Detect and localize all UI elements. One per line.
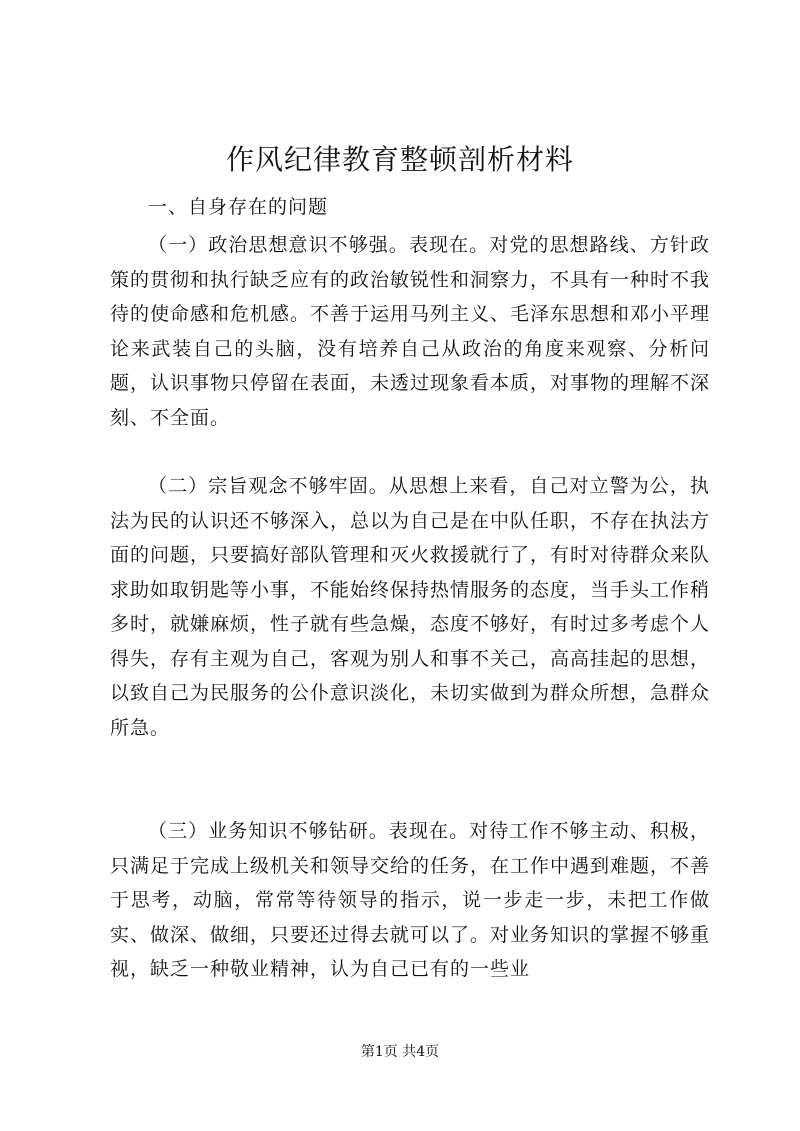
section-heading: 一、自身存在的问题 [148,196,329,218]
paragraph-service-concept: （二）宗旨观念不够牢固。从思想上来看，自己对立警为公，执法为民的认识还不够深入，总以为自己是在中队任职，不存在执法方面的问题，只要搞好部队管理和灭火救援就行了，有时对待群众来队求助如取钥匙等小事，不能始终保持热情服务的态度，当手头工作稍多时，就嫌麻烦，性子就有些急燥，态度不够好，有时过多考虑个人得失，存有主观为自己，客观为别人和事不关己，高高挂起的思想，以致自己为民服务的公仆意识淡化，未切实做到为群众所想，急群众所急。 [110,475,711,739]
page-number-footer: 第1页 共4页 [360,1044,440,1060]
document-title: 作风纪律教育整顿剖析材料 [225,143,574,176]
paragraph-political-awareness: （一）政治思想意识不够强。表现在。对党的思想路线、方针政策的贯彻和执行缺乏应有的政治敏锐性和洞察力，不具有一种时不我待的使命感和危机感。不善于运用马列主义、毛泽东思想和邓小平理论来武装自己的头脑，没有培养自己从政治的角度来观察、分析问题，认识事物只停留在表面，未透过现象看本质，对事物的理解不深刻、不全面。 [110,234,711,429]
paragraph-professional-knowledge: （三）业务知识不够钻研。表现在。对待工作不够主动、积极，只满足于完成上级机关和领导交给的任务，在工作中遇到难题，不善于思考，动脑，常常等待领导的指示，说一步走一步，未把工作做实、做深、做细，只要还过得去就可以了。对业务知识的掌握不够重视，缺乏一种敬业精神，认为自己已有的一些业 [110,820,711,980]
